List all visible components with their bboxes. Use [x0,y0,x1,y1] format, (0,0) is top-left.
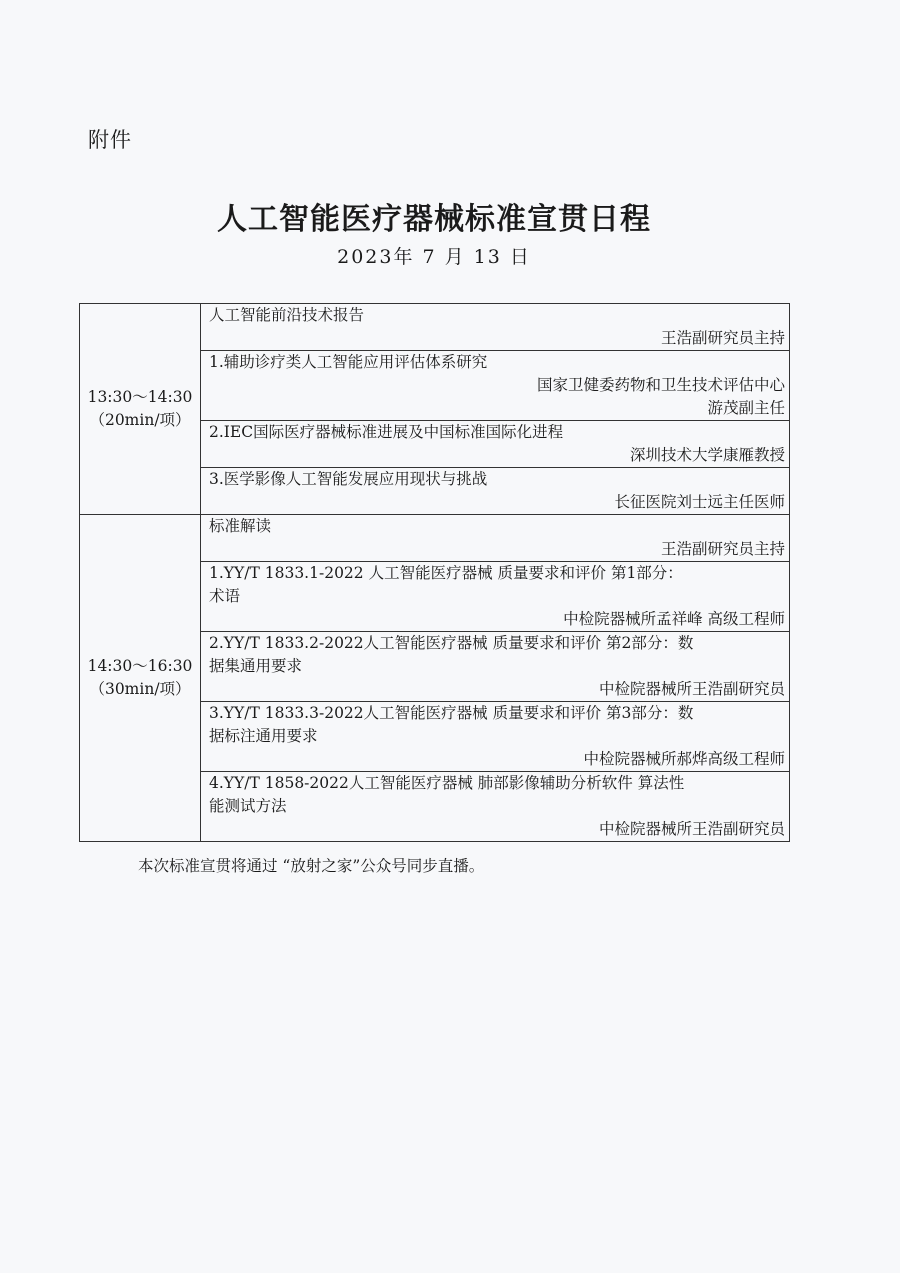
item-speaker: 王浩副研究员主持 [660,329,785,347]
agenda-item [201,351,790,421]
item-title-cont: 据标注通用要求 [209,727,318,745]
item-speaker: 游茂副主任 [707,399,785,417]
item-speaker: 国家卫健委药物和卫生技术评估中心 [536,376,785,394]
session-time-cell [80,304,201,515]
session-time: 14:30～16:30 [87,657,193,675]
item-title: 3.YY/T 1833.3-2022人工智能医疗器械 质量要求和评价 第3部分：数 [209,704,694,722]
session-duration: （20min/项） [89,411,191,429]
agenda-item [201,562,790,632]
table-row [80,304,790,351]
agenda-item [201,468,790,515]
agenda-item [201,304,790,351]
session-time-cell [80,515,201,842]
agenda-item [201,421,790,468]
item-speaker: 中检院器械所郝烨高级工程师 [583,750,785,768]
item-speaker: 深圳技术大学康雁教授 [629,446,785,464]
item-title: 4.YY/T 1858-2022人工智能医疗器械 肺部影像辅助分析软件 算法性 [209,774,685,792]
session-duration: （30min/项） [89,680,191,698]
agenda-item [201,515,790,562]
item-speaker: 王浩副研究员主持 [660,540,785,558]
session-time: 13:30～14:30 [87,388,193,406]
event-date: 2023年 7 月 13 日 [337,246,531,268]
item-speaker: 中检院器械所孟祥峰 高级工程师 [563,610,785,628]
item-title: 2.YY/T 1833.2-2022人工智能医疗器械 质量要求和评价 第2部分：数 [209,634,694,652]
attachment-label: 附件 [88,128,132,152]
item-title-cont: 据集通用要求 [209,657,303,675]
agenda-item [201,702,790,772]
page-title: 人工智能医疗器械标准宣贯日程 [217,202,651,237]
item-title-cont: 术语 [209,587,241,605]
agenda-item [201,632,790,702]
item-title: 1.辅助诊疗类人工智能应用评估体系研究 [209,353,488,371]
item-title: 3.医学影像人工智能发展应用现状与挑战 [209,470,488,488]
livestream-note: 本次标准宣贯将通过 “放射之家”公众号同步直播。 [138,857,485,875]
item-title-cont: 能测试方法 [209,797,287,815]
item-title: 2.IEC国际医疗器械标准进展及中国标准国际化进程 [209,423,564,441]
item-title: 标准解读 [209,517,272,535]
item-speaker: 长征医院刘士远主任医师 [614,493,785,511]
agenda-item [201,772,790,842]
item-title: 1.YY/T 1833.1-2022 人工智能医疗器械 质量要求和评价 第1部分： [209,564,683,582]
table-row [80,515,790,562]
item-title: 人工智能前沿技术报告 [209,306,365,324]
item-speaker: 中检院器械所王浩副研究员 [598,680,785,698]
item-speaker: 中检院器械所王浩副研究员 [598,820,785,838]
schedule-table [79,303,790,842]
